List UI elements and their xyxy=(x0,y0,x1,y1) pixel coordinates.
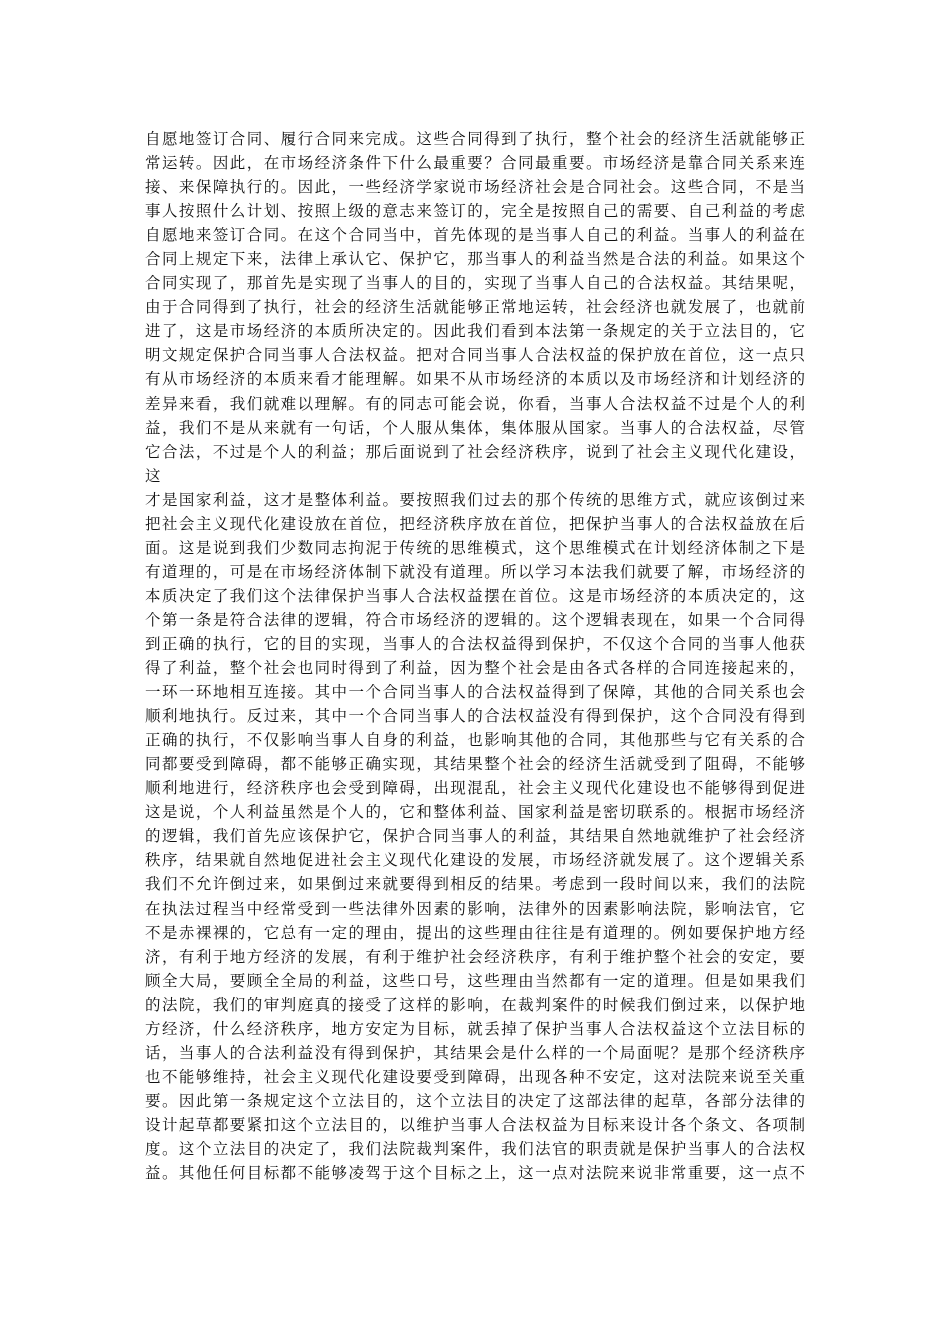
text-line: 要。因此第一条规定这个立法目的，这个立法目的决定了这部法律的起草，各部分法律的 xyxy=(145,1091,805,1110)
text-line: 把社会主义现代化建设放在首位，把经济秩序放在首位，把保护当事人的合法权益放在后 xyxy=(145,514,805,533)
text-line: 顺利地执行。反过来，其中一个合同当事人的合法权益没有得到保护，这个合同没有得到 xyxy=(145,707,805,726)
text-line: 有从市场经济的本质来看才能理解。如果不从市场经济的本质以及市场经济和计划经济的 xyxy=(145,370,805,389)
text-line: 接、来保障执行的。因此，一些经济学家说市场经济社会是合同社会。这些合同，不是当 xyxy=(145,178,805,197)
text-line: 本质决定了我们这个法律保护当事人合法权益摆在首位。这是市场经济的本质决定的，这 xyxy=(145,586,805,605)
text-line: 同都要受到障碍，都不能够正确实现，其结果整个社会的经济生活就受到了阻碍，不能够 xyxy=(145,755,805,774)
text-line: 到正确的执行，它的目的实现，当事人的合法权益得到保护，不仅这个合同的当事人他获 xyxy=(145,634,805,653)
text-line: 我们不允许倒过来，如果倒过来就要得到相反的结果。考虑到一段时间以来，我们的法院 xyxy=(145,875,805,894)
text-line: 有道理的，可是在市场经济体制下就没有道理。所以学习本法我们就要了解，市场经济的 xyxy=(145,562,805,581)
text-line: 进了，这是市场经济的本质所决定的。因此我们看到本法第一条规定的关于立法目的，它 xyxy=(145,322,805,341)
text-line: 面。这是说到我们少数同志拘泥于传统的思维模式，这个思维模式在计划经济体制之下是 xyxy=(145,538,805,557)
text-line: 得了利益，整个社会也同时得到了利益，因为整个社会是由各式各样的合同连接起来的， xyxy=(145,659,805,678)
text-line: 济，有利于地方经济的发展，有利于维护社会经济秩序，有利于维护整个社会的安定，要 xyxy=(145,947,805,966)
text-line: 合同实现了，那首先是实现了当事人的目的，实现了当事人自己的合法权益。其结果呢， xyxy=(145,274,805,293)
text-line: 益，我们不是从来就有一句话，个人服从集体，集体服从国家。当事人的合法权益，尽管 xyxy=(145,418,805,437)
text-line: 秩序，结果就自然地促进社会主义现代化建设的发展，市场经济就发展了。这个逻辑关系 xyxy=(145,851,805,870)
text-line: 的法院，我们的审判庭真的接受了这样的影响，在裁判案件的时候我们倒过来，以保护地 xyxy=(145,995,805,1014)
text-line: 话，当事人的合法利益没有得到保护，其结果会是什么样的一个局面呢？是那个经济秩序 xyxy=(145,1043,805,1062)
body-text xyxy=(145,127,805,1185)
text-line: 一环一环地相互连接。其中一个合同当事人的合法权益得到了保障，其他的合同关系也会 xyxy=(145,683,805,702)
text-line: 度。这个立法目的决定了，我们法院裁判案件，我们法官的职责就是保护当事人的合法权 xyxy=(145,1139,805,1158)
text-line: 自愿地签订合同、履行合同来完成。这些合同得到了执行，整个社会的经济生活就能够正 xyxy=(145,130,805,148)
text-line: 合同上规定下来，法律上承认它、保护它，那当事人的利益当然是合法的利益。如果这个 xyxy=(145,250,805,269)
text-line: 这 xyxy=(145,466,161,485)
text-line: 明文规定保护合同当事人合法权益。把对合同当事人合法权益的保护放在首位，这一点只 xyxy=(145,346,805,365)
text-line: 设计起草都要紧扣这个立法目的，以维护当事人合法权益为目标来设计各个条文、各项制 xyxy=(145,1115,805,1134)
text-line: 在执法过程当中经常受到一些法律外因素的影响，法律外的因素影响法院，影响法官，它 xyxy=(145,899,805,918)
text-line: 方经济，什么经济秩序，地方安定为目标，就丢掉了保护当事人合法权益这个立法目标的 xyxy=(145,1019,805,1038)
text-line: 益。其他任何目标都不能够凌驾于这个目标之上，这一点对法院来说非常重要，这一点不 xyxy=(145,1164,805,1183)
text-line: 它合法，不过是个人的利益；那后面说到了社会经济秩序，说到了社会主义现代化建设， xyxy=(145,442,805,461)
text-line: 才是国家利益，这才是整体利益。要按照我们过去的那个传统的思维方式，就应该倒过来 xyxy=(145,490,805,509)
text-line: 也不能够维持，社会主义现代化建设要受到障碍，出现各种不安定，这对法院来说至关重 xyxy=(145,1067,805,1086)
text-line: 常运转。因此，在市场经济条件下什么最重要？合同最重要。市场经济是靠合同关系来连 xyxy=(145,154,805,173)
text-line: 顺利地进行，经济秩序也会受到障碍，出现混乱，社会主义现代化建设也不能够得到促进 xyxy=(145,779,805,798)
text-line: 正确的执行，不仅影响当事人自身的利益，也影响其他的合同，其他那些与它有关系的合 xyxy=(145,731,805,750)
text-line: 个第一条是符合法律的逻辑，符合市场经济的逻辑的。这个逻辑表现在，如果一个合同得 xyxy=(145,610,805,629)
text-line: 差异来看，我们就难以理解。有的同志可能会说，你看，当事人合法权益不过是个人的利 xyxy=(145,394,805,413)
text-line: 自愿地来签订合同。在这个合同当中，首先体现的是当事人自己的利益。当事人的利益在 xyxy=(145,226,805,245)
text-line: 的逻辑，我们首先应该保护它，保护合同当事人的利益，其结果自然地就维护了社会经济 xyxy=(145,827,805,846)
text-line: 事人按照什么计划、按照上级的意志来签订的，完全是按照自己的需要、自己利益的考虑 xyxy=(145,202,805,221)
text-line: 顾全大局，要顾全全局的利益，这些口号，这些理由当然都有一定的道理。但是如果我们 xyxy=(145,971,805,990)
text-line: 这是说，个人利益虽然是个人的，它和整体利益、国家利益是密切联系的。根据市场经济 xyxy=(145,803,805,822)
text-line: 不是赤裸裸的，它总有一定的理由，提出的这些理由往往是有道理的。例如要保护地方经 xyxy=(145,923,805,942)
text-line: 由于合同得到了执行，社会的经济生活就能够正常地运转，社会经济也就发展了，也就前 xyxy=(145,298,805,317)
